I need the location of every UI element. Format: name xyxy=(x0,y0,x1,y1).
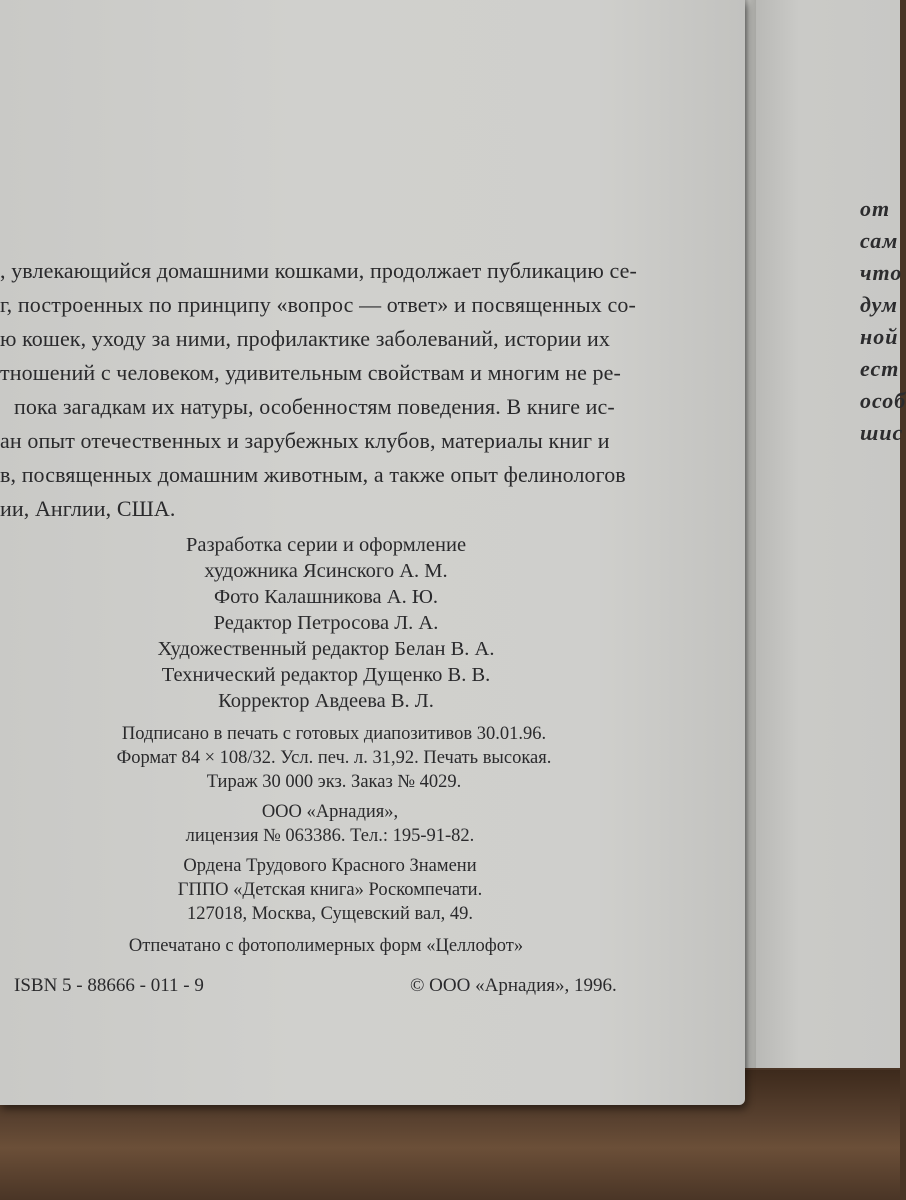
credit-line: Корректор Авдеева В. Л. xyxy=(218,690,434,712)
facing-page-fragment: дум xyxy=(860,292,898,317)
credit-line: Редактор Петросова Л. А. xyxy=(213,612,439,634)
facing-page-fragment: что xyxy=(860,260,903,285)
credit-line: Художественный редактор Белан В. А. xyxy=(157,638,495,660)
printed-from-note: Отпечатано с фотополимерных форм «Целлофот» xyxy=(128,936,524,956)
facing-page-fragment: ной xyxy=(860,324,899,349)
isbn: ISBN 5 - 88666 - 011 - 9 xyxy=(14,975,204,996)
credit-line: художника Ясинского А. М. xyxy=(204,560,448,582)
facing-page-fragment: шис xyxy=(860,420,904,445)
facing-page xyxy=(756,0,903,1068)
facing-page-fragment: от xyxy=(860,196,891,221)
credit-line: Разработка серии и оформление xyxy=(185,534,467,556)
facing-page-fragment: сам xyxy=(860,228,899,253)
credit-line: Фото Калашникова А. Ю. xyxy=(213,586,439,608)
publisher-line: ООО «Арнадия», xyxy=(261,802,399,822)
print-info-line: Подписано в печать с готовых диапозитивов 30.01.96. xyxy=(121,724,547,744)
paragraph-line: ю кошек, уходу за ними, профилактике заболеваний, истории их xyxy=(0,326,611,351)
facing-page-fragment: особ xyxy=(860,388,906,413)
print-info-line: Тираж 30 000 экз. Заказ № 4029. xyxy=(206,772,462,792)
paragraph-line: в, посвященных домашним животным, а также опыт фелинологов xyxy=(0,462,626,487)
paragraph-line: ии, Англии, США. xyxy=(0,496,176,521)
copyright: © ООО «Арнадия», 1996. xyxy=(410,975,617,996)
paragraph-line: пока загадкам их натуры, особенностям поведения. В книге ис- xyxy=(14,394,615,419)
paragraph-line: тношений с человеком, удивительным свойствам и многим не ре- xyxy=(0,360,621,385)
paragraph-line: , увлекающийся домашними кошками, продолжает публикацию се- xyxy=(0,258,637,283)
printer-line: ГППО «Детская книга» Роскомпечати. xyxy=(177,880,483,900)
facing-page-fragment: ест xyxy=(860,356,900,381)
credit-line: Технический редактор Дущенко В. В. xyxy=(161,664,491,686)
publisher-line: лицензия № 063386. Тел.: 195-91-82. xyxy=(185,826,475,846)
printer-line: 127018, Москва, Сущевский вал, 49. xyxy=(187,904,473,924)
printer-line: Ордена Трудового Красного Знамени xyxy=(183,856,477,876)
print-info-line: Формат 84 × 108/32. Усл. печ. л. 31,92. Печать высокая. xyxy=(116,748,552,768)
paragraph-line: ан опыт отечественных и зарубежных клубов, материалы книг и xyxy=(0,428,610,453)
paragraph-line: г, построенных по принципу «вопрос — ответ» и посвященных со- xyxy=(0,292,636,317)
